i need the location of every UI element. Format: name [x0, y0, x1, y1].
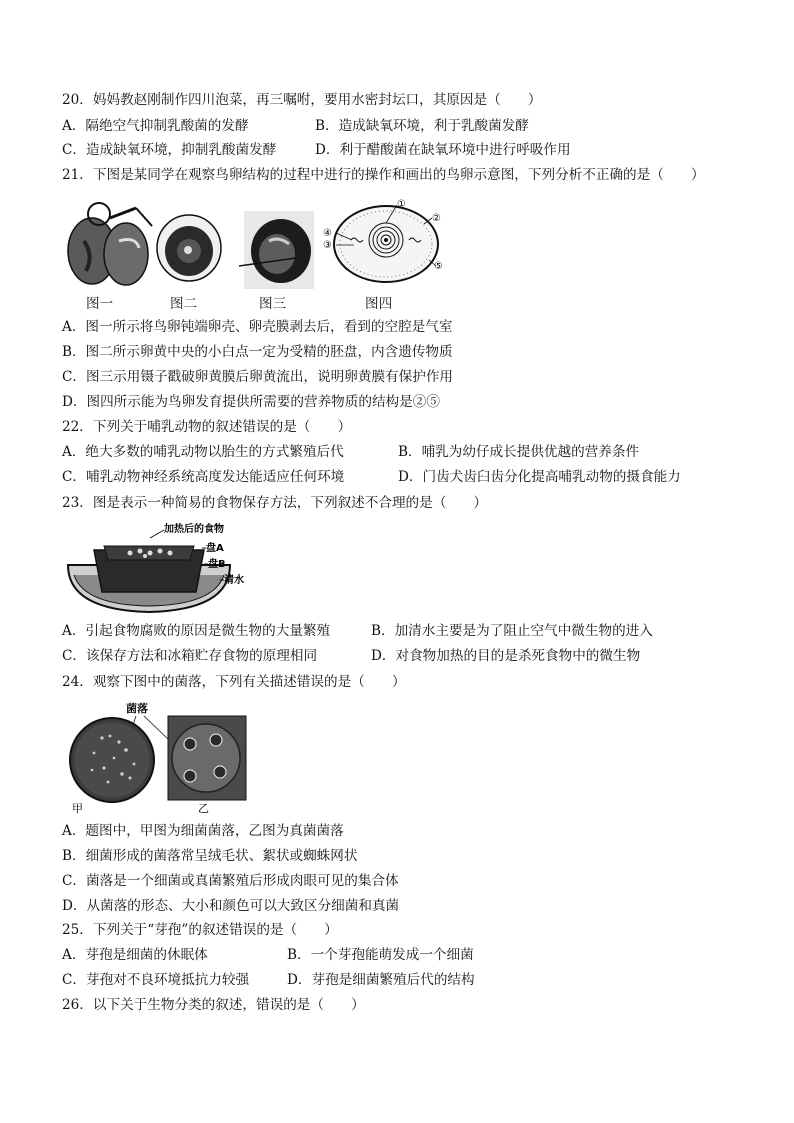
q23-option-c: C．该保存方法和冰箱贮存食物的原理相同	[62, 648, 318, 664]
q23-option-b: B．加清水主要是为了阻止空气中微生物的进入	[371, 623, 653, 639]
q22-stem: 22．下列关于哺乳动物的叙述错误的是（ ）	[62, 419, 352, 435]
marker-2: ②	[432, 213, 441, 224]
q21-option-a: A．图一所示将鸟卵钝端卵壳、卵壳膜剥去后，看到的空腔是气室	[62, 319, 453, 335]
q23-option-d: D．对食物加热的目的是杀死食物中的微生物	[371, 648, 641, 664]
q22-option-a: A．绝大多数的哺乳动物以胎生的方式繁殖后代	[62, 444, 344, 460]
colony-figure	[64, 698, 254, 814]
q20-stem: 20．妈妈教赵刚制作四川泡菜，再三嘱咐，要用水密封坛口，其原因是（ ）	[62, 92, 542, 108]
q24-stem: 24．观察下图中的菌落，下列有关描述错误的是（ ）	[62, 674, 406, 690]
marker-5: ⑤	[434, 261, 443, 272]
q20-option-c: C．造成缺氧环境，抑制乳酸菌发酵	[62, 142, 277, 158]
caption-figure-1: 图一	[86, 296, 114, 312]
label-plate-b: 盘B	[208, 559, 226, 570]
q25-option-a: A．芽孢是细菌的休眠体	[62, 947, 208, 963]
figure-2-yolk	[157, 215, 221, 281]
q25-stem: 25．下列关于“芽孢”的叙述错误的是（ ）	[62, 922, 338, 938]
marker-4: ④	[323, 228, 332, 239]
food-storage-figure	[64, 520, 264, 616]
q23-option-a: A．引起食物腐败的原因是微生物的大量繁殖	[62, 623, 331, 639]
q25-option-c: C．芽孢对不良环境抵抗力较强	[62, 972, 250, 988]
q22-option-b: B．哺乳为幼仔成长提供优越的营养条件	[398, 444, 640, 460]
q20-option-b: B．造成缺氧环境，利于乳酸菌发酵	[315, 118, 529, 134]
q20-option-d: D．利于醋酸菌在缺氧环境中进行呼吸作用	[315, 142, 571, 158]
figure-4-egg-diagram	[323, 199, 443, 282]
label-plate-a: 盘A	[206, 543, 224, 554]
dish-jia	[70, 718, 154, 802]
q26-stem: 26．以下关于生物分类的叙述，错误的是（ ）	[62, 997, 365, 1013]
caption-figure-3: 图三	[259, 296, 287, 312]
egg-structure-figures	[64, 196, 484, 296]
label-yi: 乙	[198, 802, 209, 814]
caption-figure-4: 图四	[365, 296, 393, 312]
q25-option-b: B．一个芽孢能萌发成一个细菌	[287, 947, 474, 963]
q24-option-d: D．从菌落的形态、大小和颜色可以大致区分细菌和真菌	[62, 898, 400, 914]
q23-stem: 23．图是表示一种简易的食物保存方法，下列叙述不合理的是（ ）	[62, 495, 488, 511]
label-heated-food: 加热后的食物	[164, 524, 224, 535]
q20-option-a: A．隔绝空气抑制乳酸菌的发酵	[62, 118, 249, 134]
label-jia: 甲	[72, 802, 83, 814]
q21-stem: 21．下图是某同学在观察鸟卵结构的过程中进行的操作和画出的鸟卵示意图，下列分析不正确的是（ ）	[62, 167, 705, 183]
q22-option-c: C．哺乳动物神经系统高度发达能适应任何环境	[62, 469, 345, 485]
figure-3-broken-yolk	[239, 211, 314, 289]
dish-yi	[168, 716, 246, 800]
marker-1: ①	[397, 199, 406, 210]
q24-option-c: C．菌落是一个细菌或真菌繁殖后形成肉眼可见的集合体	[62, 873, 399, 889]
marker-3: ③	[323, 240, 332, 251]
caption-figure-2: 图二	[170, 296, 198, 312]
q22-option-d: D．门齿犬齿臼齿分化提高哺乳动物的摄食能力	[398, 469, 681, 485]
label-water: 清水	[224, 575, 244, 586]
label-colony: 菌落	[126, 702, 148, 715]
figure-1-eggs	[68, 203, 152, 285]
q21-option-b: B．图二所示卵黄中央的小白点一定为受精的胚盘，内含遗传物质	[62, 344, 453, 360]
q24-option-a: A．题图中，甲图为细菌菌落，乙图为真菌菌落	[62, 823, 344, 839]
q21-option-d: D．图四所示能为鸟卵发育提供所需要的营养物质的结构是②⑤	[62, 394, 440, 410]
q25-option-d: D．芽孢是细菌繁殖后代的结构	[287, 972, 475, 988]
q21-option-c: C．图三示用镊子戳破卵黄膜后卵黄流出，说明卵黄膜有保护作用	[62, 369, 454, 385]
q24-option-b: B．细菌形成的菌落常呈绒毛状、絮状或蜘蛛网状	[62, 848, 358, 864]
